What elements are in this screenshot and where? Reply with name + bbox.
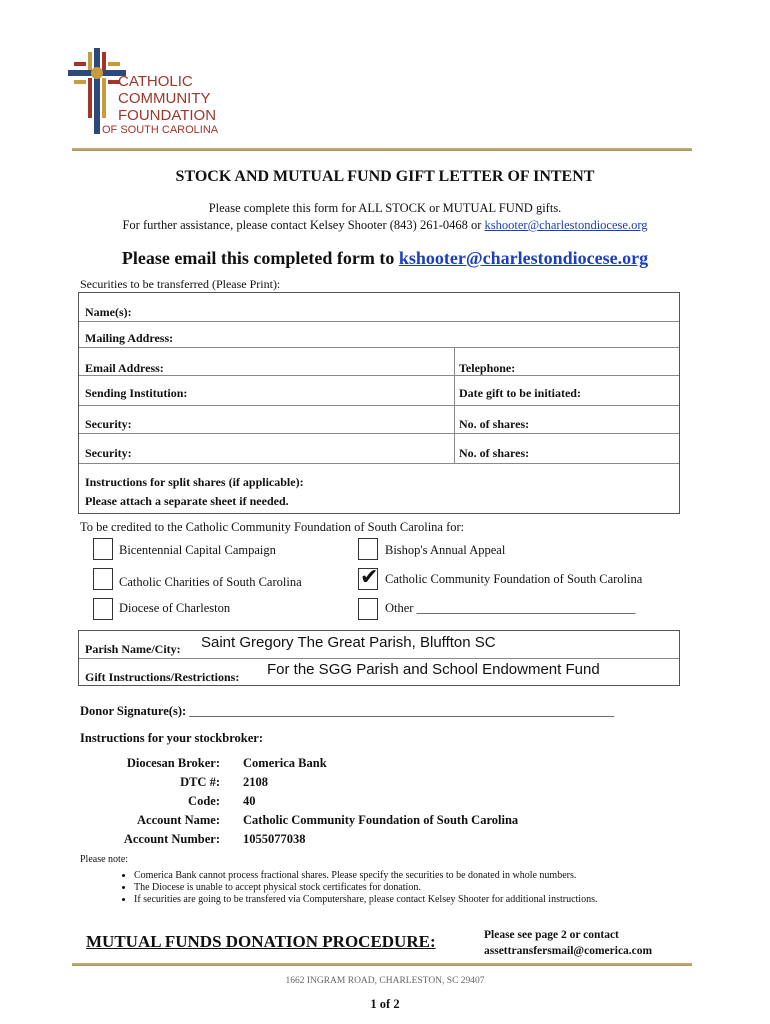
parish-label: Parish Name/City: [85, 642, 181, 656]
logo-line-south-carolina: OF SOUTH CAROLINA [102, 124, 219, 136]
notes-heading: Please note: [80, 854, 129, 865]
notes-list [114, 870, 597, 906]
checkbox-bicentennial[interactable] [93, 538, 113, 560]
broker-label-3: Account Name: [137, 813, 220, 827]
subtitle: Please complete this form for ALL STOCK or MUTUAL FUND gifts. [208, 201, 562, 215]
mutual-see-page: Please see page 2 or contact [484, 929, 619, 941]
checkbox-diocese[interactable] [93, 598, 113, 620]
securities-form [78, 292, 680, 514]
note-item: • The Diocese is unable to accept physical stock certificates for donation. [134, 882, 597, 893]
split-note: Please attach a separate sheet if needed. [85, 494, 289, 508]
institution-label[interactable]: Sending Institution: [85, 386, 188, 400]
email-prompt-link[interactable]: kshooter@charlestondiocese.org [398, 248, 649, 268]
note-item: • Comerica Bank cannot process fractional shares. Please specify the securities to be donated in whole numbers. [134, 870, 597, 881]
security-label-2[interactable]: Security: [85, 446, 132, 460]
institution-row [79, 375, 679, 406]
page-title: STOCK AND MUTUAL FUND GIFT LETTER OF INTENT [175, 168, 595, 185]
email-prompt-text: Please email this completed form to [121, 248, 399, 268]
option-ccf-sc: Catholic Community Foundation of South Carolina [385, 572, 643, 586]
gift-label: Gift Instructions/Restrictions: [85, 670, 240, 684]
shares-label-2[interactable]: No. of shares: [459, 446, 530, 460]
split-label: Instructions for split shares (if applicable): [85, 475, 304, 489]
email-row [79, 347, 679, 376]
column-divider [454, 347, 455, 463]
security-row-2 [79, 433, 679, 464]
assistance-line [0, 218, 770, 233]
option-bicentennial: Bicentennial Capital Campaign [119, 543, 276, 557]
logo-line-catholic: CATHOLIC [118, 73, 193, 90]
footer-address: 1662 INGRAM ROAD, CHARLESTON, SC 29407 [285, 976, 485, 986]
parish-form [78, 630, 680, 686]
footer-divider [72, 963, 692, 966]
option-other: Other ___________________________________ [385, 601, 636, 615]
broker-label-1: DTC #: [180, 775, 220, 789]
broker-value-1: 2108 [243, 775, 268, 789]
shares-label-1[interactable]: No. of shares: [459, 417, 530, 431]
telephone-label[interactable]: Telephone: [459, 361, 516, 375]
email-label[interactable]: Email Address: [85, 361, 164, 375]
gift-row[interactable] [79, 658, 679, 686]
email-prompt [0, 248, 770, 269]
broker-value-0: Comerica Bank [243, 756, 327, 770]
checkbox-bishops-appeal[interactable] [358, 538, 378, 560]
broker-heading: Instructions for your stockbroker: [80, 731, 263, 745]
security-label-1[interactable]: Security: [85, 417, 132, 431]
securities-label: Securities to be transferred (Please Print): [80, 277, 281, 291]
broker-label-2: Code: [188, 794, 220, 808]
logo-line-community: COMMUNITY [118, 90, 211, 107]
security-row-1 [79, 405, 679, 434]
gift-value: For the SGG Parish and School Endowment Fund [267, 661, 600, 678]
broker-value-3: Catholic Community Foundation of South Carolina [243, 813, 519, 827]
credit-intro: To be credited to the Catholic Community Foundation of South Carolina for: [80, 520, 465, 534]
parish-value: Saint Gregory The Great Parish, Bluffton SC [201, 634, 496, 651]
header-divider [72, 148, 692, 151]
assistance-email-link[interactable]: kshooter@charlestondiocese.org [484, 218, 648, 232]
option-catholic-charities: Catholic Charities of South Carolina [119, 575, 302, 589]
mailing-label: Mailing Address: [85, 331, 174, 345]
assistance-text: For further assistance, please contact Kelsey Shooter (843) 261-0468 or [122, 218, 485, 232]
signature-label: Donor Signature(s): [80, 704, 187, 718]
names-label: Name(s): [85, 305, 132, 319]
mailing-row[interactable] [79, 321, 679, 348]
signature-line: ____________________________________________________________________ [189, 704, 615, 718]
broker-label-4: Account Number: [123, 832, 220, 846]
option-diocese: Diocese of Charleston [119, 601, 231, 615]
split-shares-area[interactable] [85, 473, 304, 511]
signature-row[interactable] [80, 704, 614, 719]
parish-row[interactable] [79, 631, 679, 659]
broker-value-4: 1055077038 [243, 832, 306, 846]
mutual-funds-heading: MUTUAL FUNDS DONATION PROCEDURE: [86, 932, 436, 951]
checkmark-icon: ✔ [360, 564, 379, 589]
page-number: 1 of 2 [370, 997, 400, 1011]
checkbox-ccf-sc[interactable] [358, 564, 379, 590]
mutual-funds-note [484, 927, 652, 959]
date-label[interactable]: Date gift to be initiated: [459, 386, 581, 400]
broker-value-2: 40 [243, 794, 256, 808]
logo [68, 48, 238, 138]
logo-line-foundation: FOUNDATION [118, 107, 217, 124]
names-row[interactable] [79, 293, 679, 322]
note-item: • If securities are going to be transfered via Computershare, please contact Kelsey Shooter for additional instructions. [134, 894, 597, 905]
checkbox-other[interactable] [358, 598, 378, 620]
broker-label-0: Diocesan Broker: [126, 756, 220, 770]
checkbox-catholic-charities[interactable] [93, 568, 113, 590]
mutual-contact-email[interactable]: assettransfersmail@comerica.com [484, 945, 653, 957]
option-bishops-appeal: Bishop's Annual Appeal [385, 543, 506, 557]
